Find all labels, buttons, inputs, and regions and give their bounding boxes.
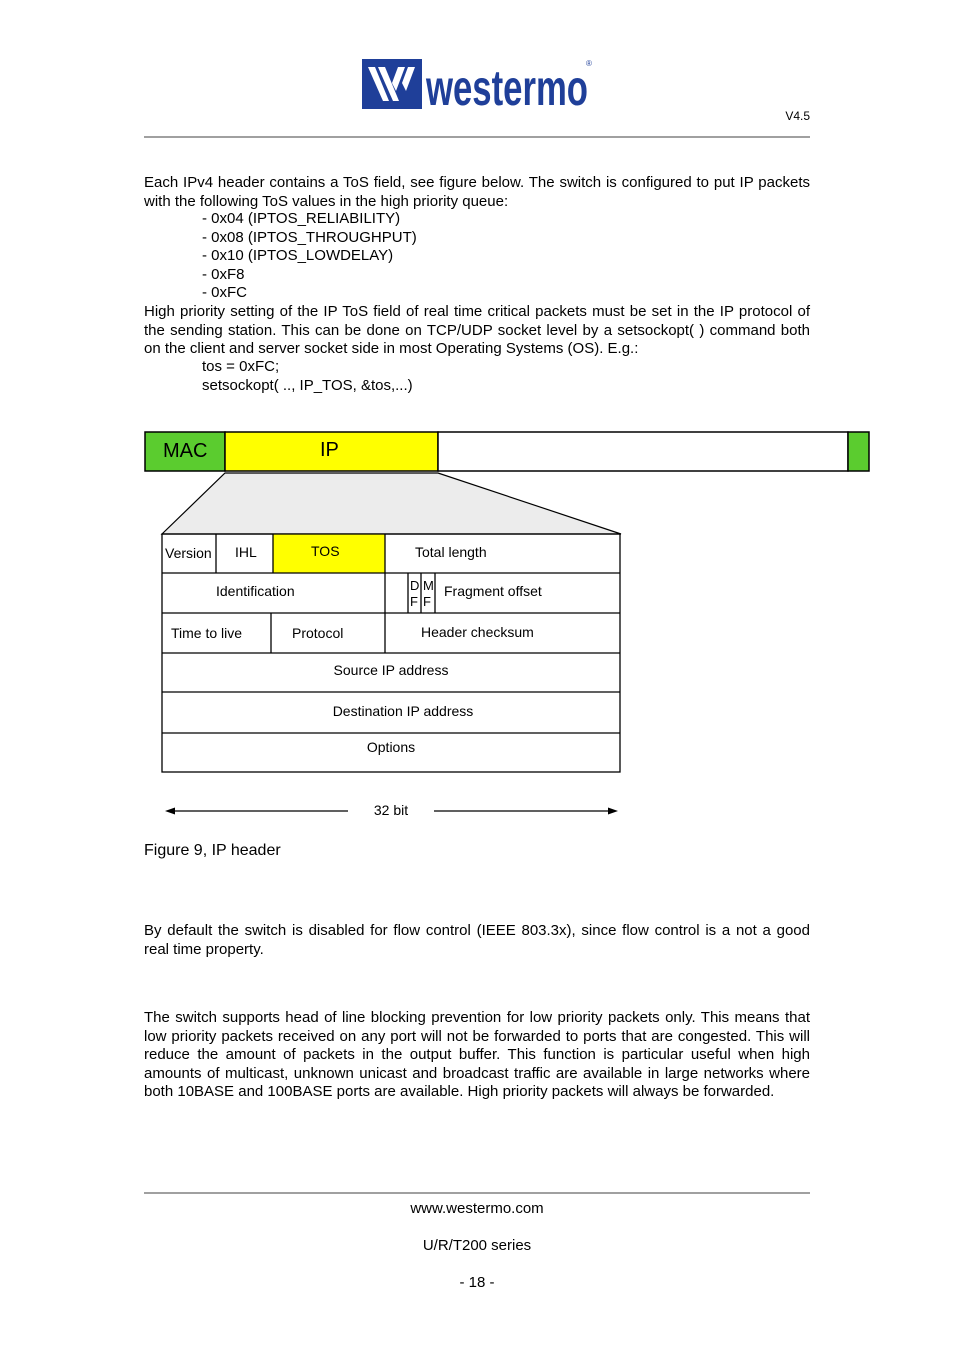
flow-control-paragraph: By default the switch is disabled for flow control (IEEE 803.3x), since flow control is a not a good real time property. [144,922,810,958]
field-total-length: Total length [415,544,487,560]
footer-divider [144,1192,810,1194]
field-identification: Identification [216,583,295,599]
ip-header-table [162,534,620,772]
arrow-head-left [165,808,175,815]
expansion-shape [162,473,621,534]
tos-value-item: - 0xFC [202,284,247,301]
field-fragment-offset: Fragment offset [444,583,542,599]
ip-label: IP [320,439,339,461]
tos-value-item: - 0x04 (IPTOS_RELIABILITY) [202,210,401,227]
field-mf: M [423,578,434,593]
logo-wordmark: westermo [425,60,588,113]
version-label: V4.5 [785,109,810,123]
arrow-head-right [608,808,618,815]
field-ihl: IHL [235,544,257,560]
figure-caption: Figure 9, IP header [144,842,281,859]
westermo-logo [362,57,594,113]
field-destination-ip: Destination IP address [332,703,474,719]
field-mf: F [423,594,431,609]
field-tos: TOS [311,543,340,559]
tos-value-item: - 0x10 (IPTOS_LOWDELAY) [202,247,394,264]
payload-block [438,432,848,471]
intro-paragraph: Each IPv4 header contains a ToS field, see figure below. The switch is configured to put IP packets with the following ToS values in the high priority queue: [144,174,810,210]
field-source-ip: Source IP address [333,662,449,678]
ip-header-figure [0,420,954,830]
footer-series: U/R/T200 series [422,1237,532,1254]
tos-value-item: - 0x08 (IPTOS_THROUGHPUT) [202,228,417,246]
field-df: D [410,578,420,593]
width-label: 32 bit [373,802,409,818]
field-protocol: Protocol [292,625,344,641]
field-version: Version [165,545,212,561]
hol-paragraph: The switch supports head of line blocking prevention for low priority packets only. This means that low priority packets received on any port will not be forwarded to ports that are congested. This will reduce the amount of packets in the output buffer. This function is particular useful when high amounts of multicast, unknown unicast and broadcast traffic are available in large networks where both 10BASE and 100BASE ports are available. High priority packets will always be forwarded. [144,1009,810,1100]
code-line: tos = 0xFC; [202,358,280,375]
priority-paragraph: High priority setting of the IP ToS field of real time critical packets must be set in the IP protocol of the sending station. This can be done on TCP/UDP socket level by a setsockopt( ) command both on the client and server socket side in most Operating Systems (OS). E.g.: [144,303,810,357]
field-df: F [410,594,418,609]
footer-website: www.westermo.com [410,1200,544,1217]
registered-mark: ® [586,59,592,68]
header-divider [144,136,810,138]
field-checksum: Header checksum [421,624,534,640]
fcs-block [848,432,869,471]
tos-value-item: - 0xF8 [202,265,245,283]
page-number: - 18 - [459,1274,495,1291]
mac-label: MAC [163,440,208,462]
code-line: setsockopt( .., IP_TOS, &tos,...) [202,376,413,394]
field-options: Options [366,739,416,755]
field-ttl: Time to live [171,625,243,641]
